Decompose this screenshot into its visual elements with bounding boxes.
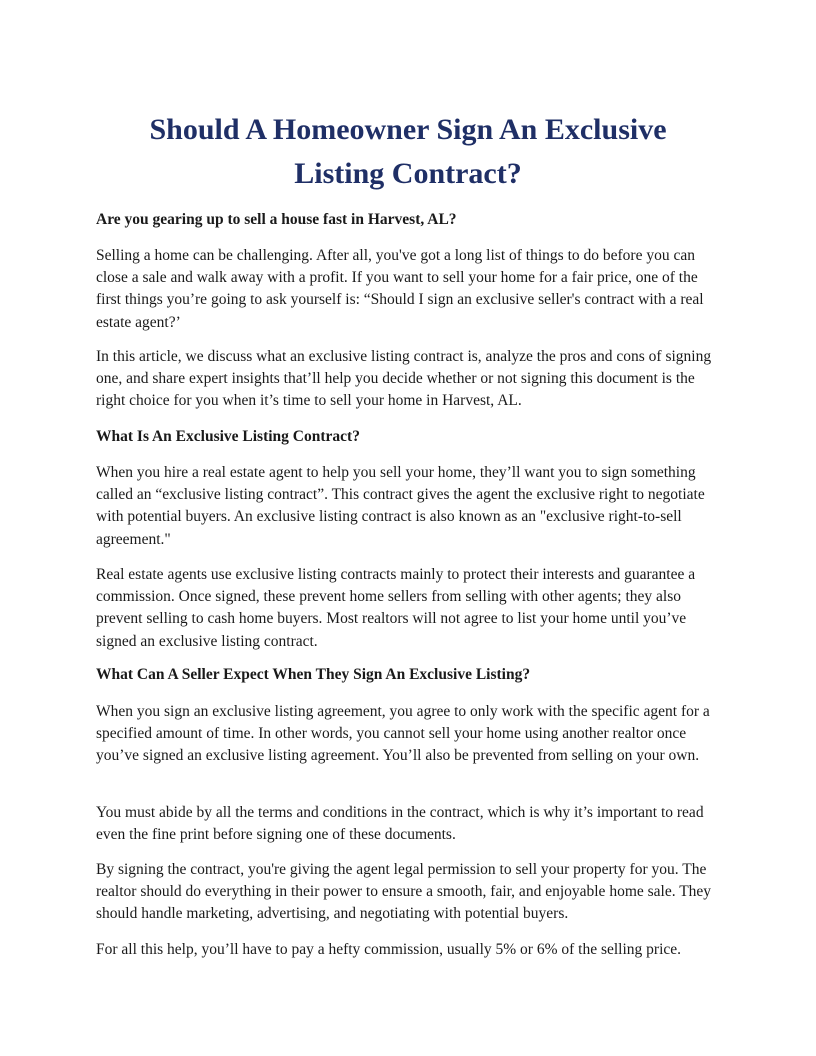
section-heading-expect: What Can A Seller Expect When They Sign An Exclusive Listing?: [96, 666, 531, 683]
section-heading-what-is: What Is An Exclusive Listing Contract?: [96, 428, 360, 445]
expect-paragraph-2: You must abide by all the terms and conditions in the contract, which is why it’s important to read even the fine print before signing one of these documents.: [96, 804, 704, 844]
commission-paragraph: For all this help, you’ll have to pay a hefty commission, usually 5% or 6% of the selling price.: [96, 941, 682, 958]
expect-paragraph-1: When you sign an exclusive listing agreement, you agree to only work with the specific agent for a specified amount of time. In other words, you cannot sell your home using another realtor once you’ve signed an exclusive listing agreement. You’ll also be prevented from selling on your own.: [96, 703, 710, 765]
intro-heading: Are you gearing up to sell a house fast in Harvest, AL?: [96, 211, 457, 228]
expect-paragraph-3: By signing the contract, you're giving the agent legal permission to sell your property for you. The realtor should do everything in their power to ensure a smooth, fair, and enjoyable home sale. They should handle marketing, advertising, and negotiating with potential buyers.: [96, 861, 712, 923]
article-overview-paragraph: In this article, we discuss what an exclusive listing contract is, analyze the pros and cons of signing one, and share expert insights that’ll help you decide whether or not signing this document is the right choice for you when it’s time to sell your home in Harvest, AL.: [96, 348, 712, 410]
title-line-1: Should A Homeowner Sign An Exclusive: [149, 113, 667, 146]
intro-paragraph: Selling a home can be challenging. After all, you've got a long list of things to do before you can close a sale and walk away with a profit. If you want to sell your home for a fair price, one of the first things you’re going to ask yourself is: “Should I sign an exclusive seller's contract with a real estate agent?’: [96, 247, 704, 331]
what-is-paragraph-2: Real estate agents use exclusive listing contracts mainly to protect their interests and guarantee a commission. Once signed, these prevent home sellers from selling with other agents; they also prevent selling to cash home buyers. Most realtors will not agree to list your home until you’ve signed an exclusive listing contract.: [96, 566, 696, 650]
page-title: [96, 108, 720, 196]
what-is-paragraph-1: When you hire a real estate agent to help you sell your home, they’ll want you to sign something called an “exclusive listing contract”. This contract gives the agent the exclusive right to negotiate with potential buyers. An exclusive listing contract is also known as an "exclusive right-to-sell agreement.": [96, 464, 705, 548]
title-line-2: Listing Contract?: [294, 157, 522, 190]
